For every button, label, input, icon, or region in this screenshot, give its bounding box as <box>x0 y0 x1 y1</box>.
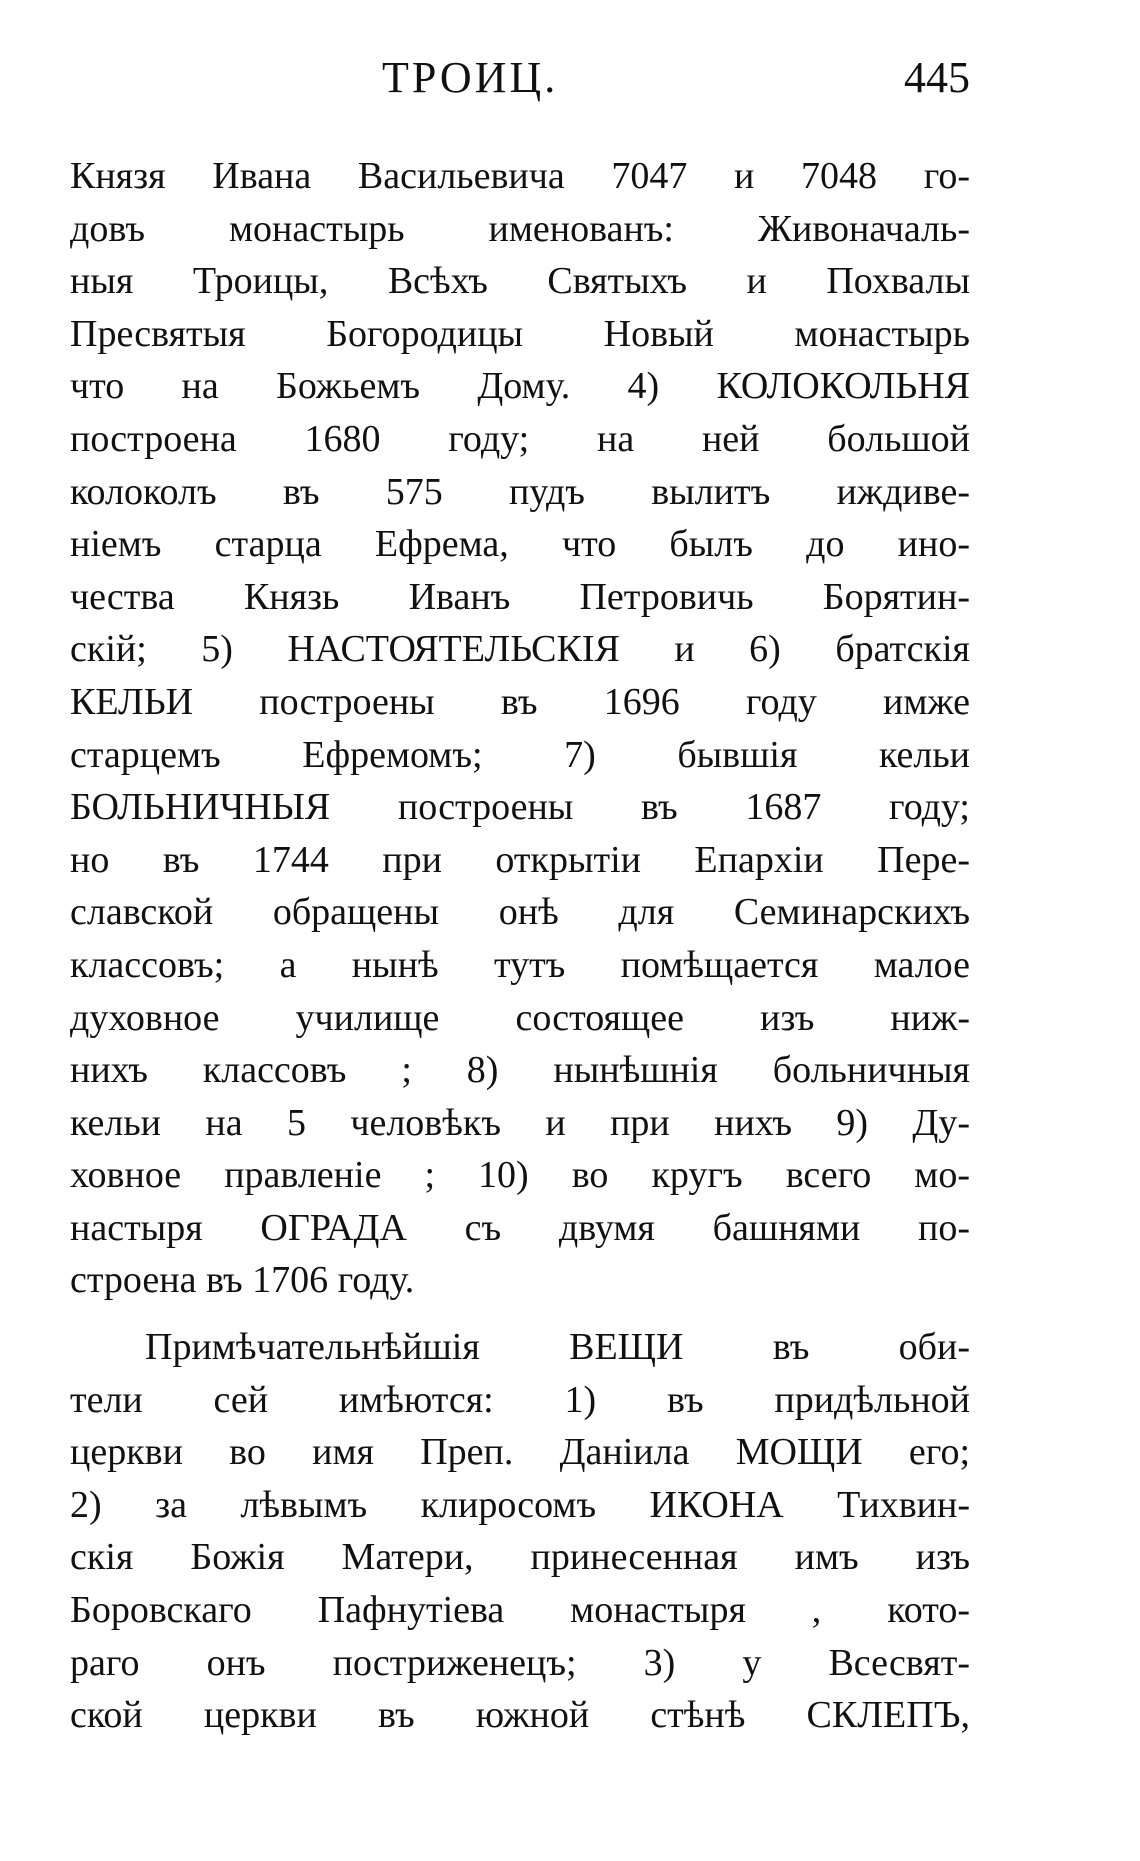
text-line: кельи на 5 человѣкъ и при нихъ 9) Ду- <box>70 1101 970 1144</box>
text-line: настыря ОГРАДА съ двумя башнями по- <box>70 1206 970 1249</box>
text-line: Князя Ивана Васильевича 7047 и 7048 го- <box>70 155 970 197</box>
text-line: строена въ 1706 году. <box>70 1259 415 1302</box>
paragraph-2 <box>70 1321 970 1742</box>
text-line: Пресвятыя Богородицы Новый монастырь <box>70 312 970 355</box>
text-line: скія Божія Матери, принесенная имъ изъ <box>70 1536 970 1579</box>
text-line: раго онъ постриженецъ; 3) у Всесвят- <box>70 1641 970 1684</box>
text-line: Боровскаго Пафнутіева монастыря , кото- <box>70 1589 970 1632</box>
body-text <box>70 150 970 1742</box>
text-line: БОЛЬНИЧНЫЯ построены въ 1687 году; <box>70 786 970 829</box>
text-line: но въ 1744 при открытіи Епархіи Пере- <box>70 838 970 881</box>
text-line: колоколъ въ 575 пудъ вылитъ иждиве- <box>70 470 970 513</box>
text-line: построена 1680 году; на ней большой <box>70 417 970 460</box>
text-line: ской церкви въ южной стѣнѣ СКЛЕПЪ, <box>70 1694 970 1737</box>
text-line: духовное училище состоящее изъ ниж- <box>70 996 970 1039</box>
text-line: чества Князь Иванъ Петровичь Борятин- <box>70 575 970 618</box>
text-line: что на Божьемъ Дому. 4) КОЛОКОЛЬНЯ <box>70 365 970 408</box>
text-line: скій; 5) НАСТОЯТЕЛЬСКІЯ и 6) братскія <box>70 628 970 671</box>
text-line: КЕЛЬИ построены въ 1696 году имже <box>70 680 970 723</box>
text-line: 2) за лѣвымъ клиросомъ ИКОНА Тихвин- <box>70 1483 970 1526</box>
text-line: тели сей имѣются: 1) въ придѣльной <box>70 1378 970 1421</box>
page-number: 445 <box>904 53 970 102</box>
running-title: ТРОИЦ. <box>382 53 559 102</box>
text-line: довъ монастырь именованъ: Живоначаль- <box>70 207 970 250</box>
text-line: ховное правленіе ; 10) во кругъ всего мо- <box>70 1154 970 1197</box>
text-line: нихъ классовъ ; 8) нынѣшнія больничныя <box>70 1049 970 1092</box>
text-line: ніемъ старца Ефрема, что былъ до ино- <box>70 523 970 566</box>
text-line: церкви во имя Преп. Даніила МОЩИ его; <box>70 1431 970 1474</box>
text-line: Примѣчательнѣйшія ВЕЩИ въ оби- <box>145 1326 970 1369</box>
text-line: ныя Троицы, Всѣхъ Святыхъ и Похвалы <box>70 260 970 303</box>
paragraph-1 <box>70 150 970 1307</box>
running-header <box>70 48 970 108</box>
paragraph-gap <box>70 1307 970 1321</box>
text-line: старцемъ Ефремомъ; 7) бывшія кельи <box>70 733 970 776</box>
text-line: славской обращены онѣ для Семинарскихъ <box>70 891 970 934</box>
text-line: классовъ; а нынѣ тутъ помѣщается малое <box>70 943 970 986</box>
